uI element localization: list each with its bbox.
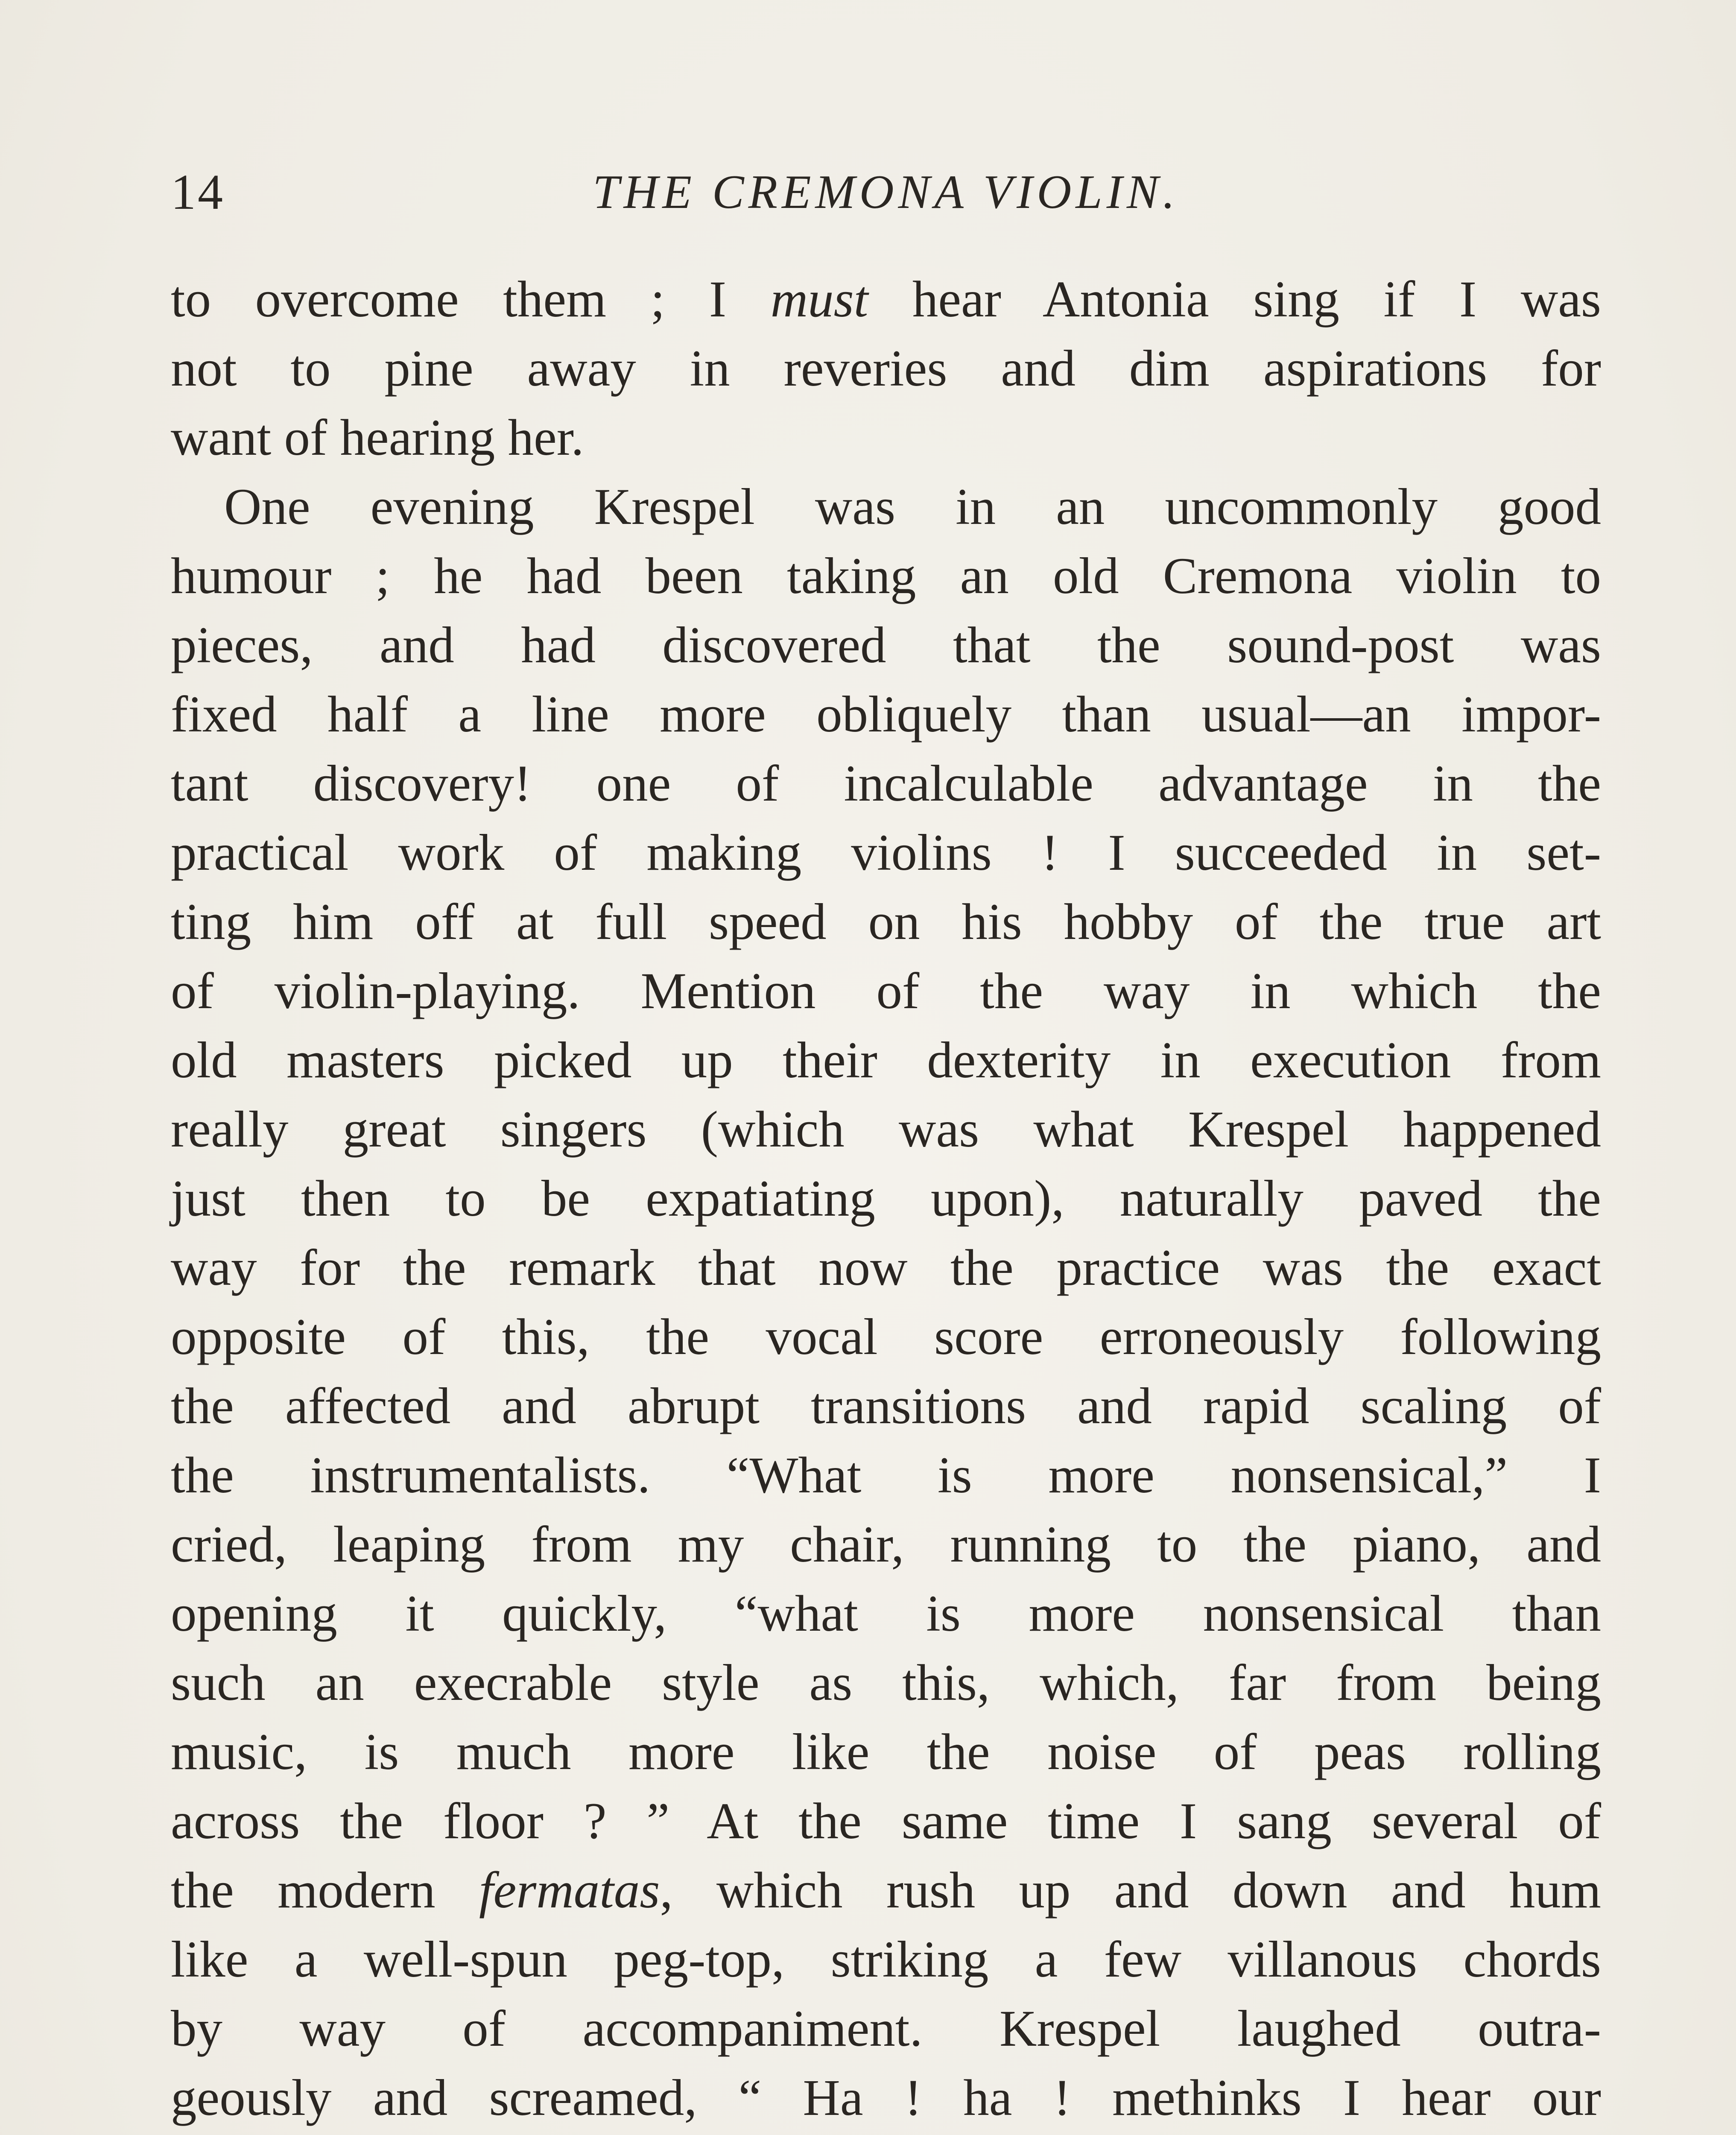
body-line [171, 1579, 1601, 1648]
italic-word: must [770, 271, 868, 328]
body-line-text: One evening Krespel was in an uncommonly good [224, 478, 1601, 535]
body-line [171, 1441, 1601, 1510]
body-line [171, 1372, 1601, 1441]
body-line [171, 818, 1601, 887]
body-line [171, 887, 1601, 956]
body-line [171, 1164, 1601, 1233]
body-line [171, 1510, 1601, 1579]
body-line [171, 334, 1601, 403]
body-line [171, 2132, 1601, 2135]
body-line [171, 541, 1601, 611]
body-line [171, 1095, 1601, 1164]
body-text [171, 265, 1601, 2135]
body-line [171, 1856, 1601, 1925]
body-line [171, 1994, 1601, 2063]
body-line [171, 1787, 1601, 1856]
italic-word: fermatas [479, 1862, 660, 1919]
body-line-text: pieces, and had discovered that the sound-post was [171, 617, 1601, 674]
body-line [171, 265, 1601, 334]
body-line [171, 749, 1601, 818]
body-line-text: tant discovery! one of incalculable advantage in the [171, 755, 1601, 812]
body-line [171, 1026, 1601, 1095]
body-line-text: by way of accompaniment. Krespel laughed outra- [171, 2000, 1601, 2057]
page-number: 14 [171, 164, 225, 220]
body-line-text: music, is much more like the noise of peas rolling [171, 1723, 1601, 1781]
body-line-text: like a well-spun peg-top, striking a few villanous chords [171, 1931, 1601, 1988]
body-line-text: just then to be expatiating upon), naturally paved the [171, 1170, 1601, 1227]
body-line [171, 403, 1601, 472]
body-line-text: hear Antonia sing if I was [868, 271, 1601, 328]
body-line [171, 1302, 1601, 1372]
body-line-text: of violin-playing. Mention of the way in which the [171, 962, 1601, 1020]
body-line-text: really great singers (which was what Krespel happened [171, 1101, 1601, 1158]
body-line [171, 611, 1601, 680]
body-line-text: across the floor ? ” At the same time I sang several of [171, 1793, 1601, 1850]
body-line-text: the modern [171, 1862, 479, 1919]
body-line-text: cried, leaping from my chair, running to the piano, and [171, 1516, 1601, 1573]
body-line-text: humour ; he had been taking an old Cremona violin to [171, 547, 1601, 605]
page-header [171, 158, 1601, 226]
body-line-text: want of hearing her. [171, 409, 584, 466]
body-line [171, 956, 1601, 1026]
body-line [171, 2063, 1601, 2132]
body-line [171, 472, 1601, 541]
body-line-text: the instrumentalists. “What is more nonsensical,” I [171, 1447, 1601, 1504]
body-line [171, 1717, 1601, 1787]
body-line-text: fixed half a line more obliquely than usual—an impor- [171, 686, 1601, 743]
body-line [171, 680, 1601, 749]
body-line-text: old masters picked up their dexterity in execution from [171, 1032, 1601, 1089]
body-line [171, 1925, 1601, 1994]
body-line-text: practical work of making violins ! I succeeded in set- [171, 824, 1601, 881]
body-line-text: not to pine away in reveries and dim aspirations for [171, 340, 1601, 397]
body-line [171, 1233, 1601, 1302]
body-line-text: such an execrable style as this, which, far from being [171, 1654, 1601, 1711]
body-line-text: to overcome them ; I [171, 271, 771, 328]
body-line-text: , which rush up and down and hum [660, 1862, 1601, 1919]
body-line-text: opening it quickly, “what is more nonsensical than [171, 1585, 1601, 1642]
running-title: THE CREMONA VIOLIN. [593, 166, 1179, 219]
body-line-text: ting him off at full speed on his hobby of the true art [171, 893, 1601, 951]
body-line-text: opposite of this, the vocal score erroneously following [171, 1308, 1601, 1366]
body-line [171, 1648, 1601, 1717]
body-line-text: way for the remark that now the practice was the exact [171, 1239, 1601, 1296]
body-line-text: the affected and abrupt transitions and rapid scaling of [171, 1378, 1601, 1435]
body-line-text: geously and screamed, “ Ha ! ha ! methinks I hear our [171, 2069, 1601, 2126]
